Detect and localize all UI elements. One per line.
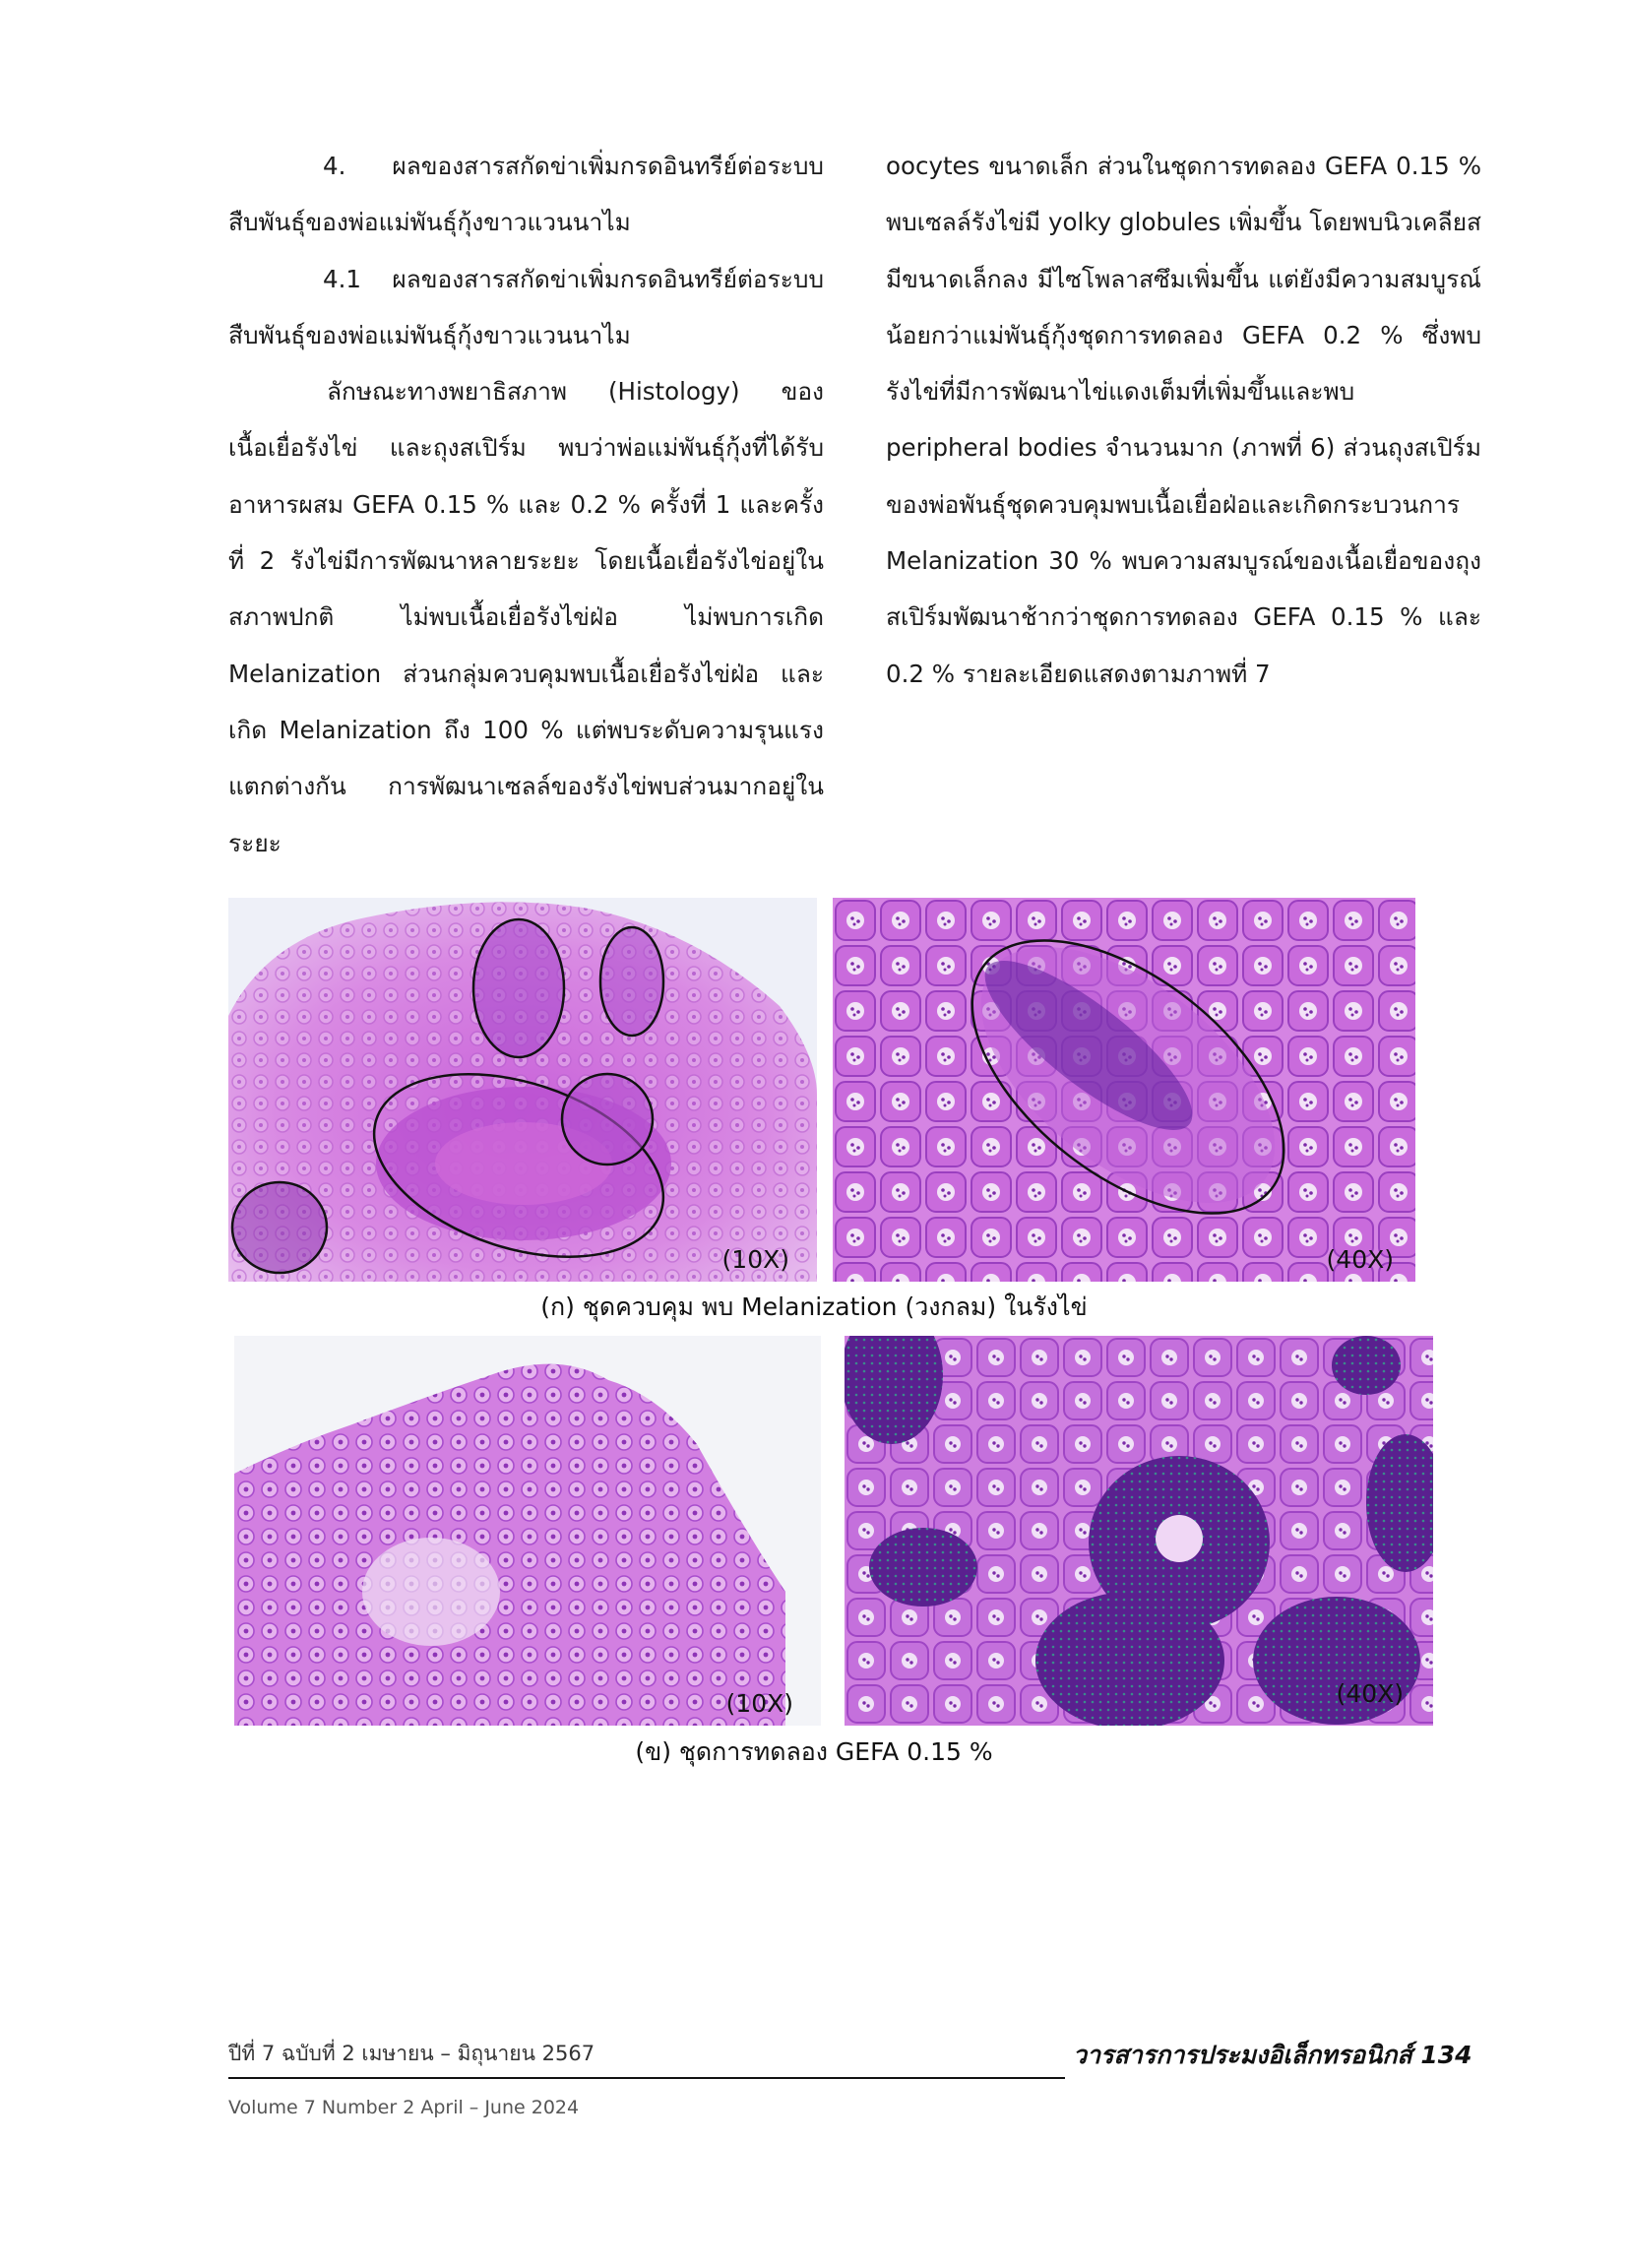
micrograph-a-10x bbox=[228, 898, 817, 1282]
section-4-1-heading: 4.1 ผลของสารสกัดข่าเพิ่มกรดอินทรีย์ต่อระบบสืบพันธุ์ของพ่อแม่พันธุ์กุ้งขาวแวนนาไม bbox=[228, 264, 824, 349]
micrograph-b-10x bbox=[234, 1336, 821, 1726]
figure-caption-a: (ก) ชุดควบคุม พบ Melanization (วงกลม) ในรังไข่ bbox=[540, 1292, 1088, 1321]
micrograph-a-40x bbox=[833, 898, 1415, 1282]
ovary-control-10x-image bbox=[228, 898, 817, 1282]
footer-divider bbox=[228, 2077, 1065, 2079]
ovary-gefa-40x-image bbox=[845, 1336, 1433, 1726]
ovary-control-40x-image bbox=[833, 898, 1415, 1282]
micrograph-b-40x bbox=[845, 1336, 1433, 1726]
magnification-label: (40X) bbox=[1326, 1245, 1394, 1274]
histology-paragraph: ลักษณะทางพยาธิสภาพ (Histology) ของเนื้อเยื่อรังไข่ และถุงสเปิร์ม พบว่าพ่อแม่พันธุ์กุ้งที่ได้รับอาหารผสม GEFA 0.15 % และ 0.2 % ครั้งที่ 1 และครั้งที่ 2 รังไข่มีการพัฒนาหลายระยะ โดยเนื้อเยื่อรังไข่อยู่ในสภาพปกติ ไม่พบเนื้อเยื่อรังไข่ฝ่อ ไม่พบการเกิด Melanization ส่วนกลุ่มควบคุมพบเนื้อเยื่อรังไข่ฝ่อ และเกิด Melanization ถึง 100 % แต่พบระดับความรุนแรงแตกต่างกัน การพัฒนาเซลล์ของรังไข่พบส่วนมากอยู่ในระยะ bbox=[228, 377, 824, 857]
left-column bbox=[228, 138, 824, 871]
magnification-label: (10X) bbox=[721, 1245, 789, 1274]
ovary-gefa-10x-image bbox=[234, 1336, 821, 1726]
journal-title-page: วารสารการประมงอิเล็กทรอนิกส์ 134 bbox=[1073, 2041, 1472, 2069]
figure-caption-b: (ข) ชุดการทดลอง GEFA 0.15 % bbox=[635, 1737, 993, 1766]
magnification-label: (40X) bbox=[1336, 1679, 1404, 1708]
issue-english: Volume 7 Number 2 April – June 2024 bbox=[228, 2097, 580, 2118]
magnification-label: (10X) bbox=[725, 1689, 793, 1718]
results-paragraph: oocytes ขนาดเล็ก ส่วนในชุดการทดลอง GEFA 0.15 % พบเซลล์รังไข่มี yolky globules เพิ่มขึ้น โดยพบนิวเคลียสมีขนาดเล็กลง มีไซโพลาสซึมเพิ่มขึ้น แต่ยังมีความสมบูรณ์น้อยกว่าแม่พันธุ์กุ้งชุดการทดลอง GEFA 0.2 % ซึ่งพบรังไข่ที่มีการพัฒนาไข่แดงเต็มที่เพิ่มขึ้นและพบ peripheral bodies จำนวนมาก (ภาพที่ 6) ส่วนถุงสเปิร์มของพ่อพันธุ์ชุดควบคุมพบเนื้อเยื่อฝ่อและเกิดกระบวนการ Melanization 30 % พบความสมบูรณ์ของเนื้อเยื่อของถุงสเปิร์มพัฒนาช้ากว่าชุดการทดลอง GEFA 0.15 % และ 0.2 % รายละเอียดแสดงตามภาพที่ 7 bbox=[886, 152, 1481, 688]
section-4-heading: 4. ผลของสารสกัดข่าเพิ่มกรดอินทรีย์ต่อระบบสืบพันธุ์ของพ่อแม่พันธุ์กุ้งขาวแวนนาไม bbox=[228, 152, 824, 237]
issue-thai: ปีที่ 7 ฉบับที่ 2 เมษายน – มิถุนายน 2567 bbox=[228, 2042, 595, 2065]
right-column bbox=[886, 138, 1481, 702]
